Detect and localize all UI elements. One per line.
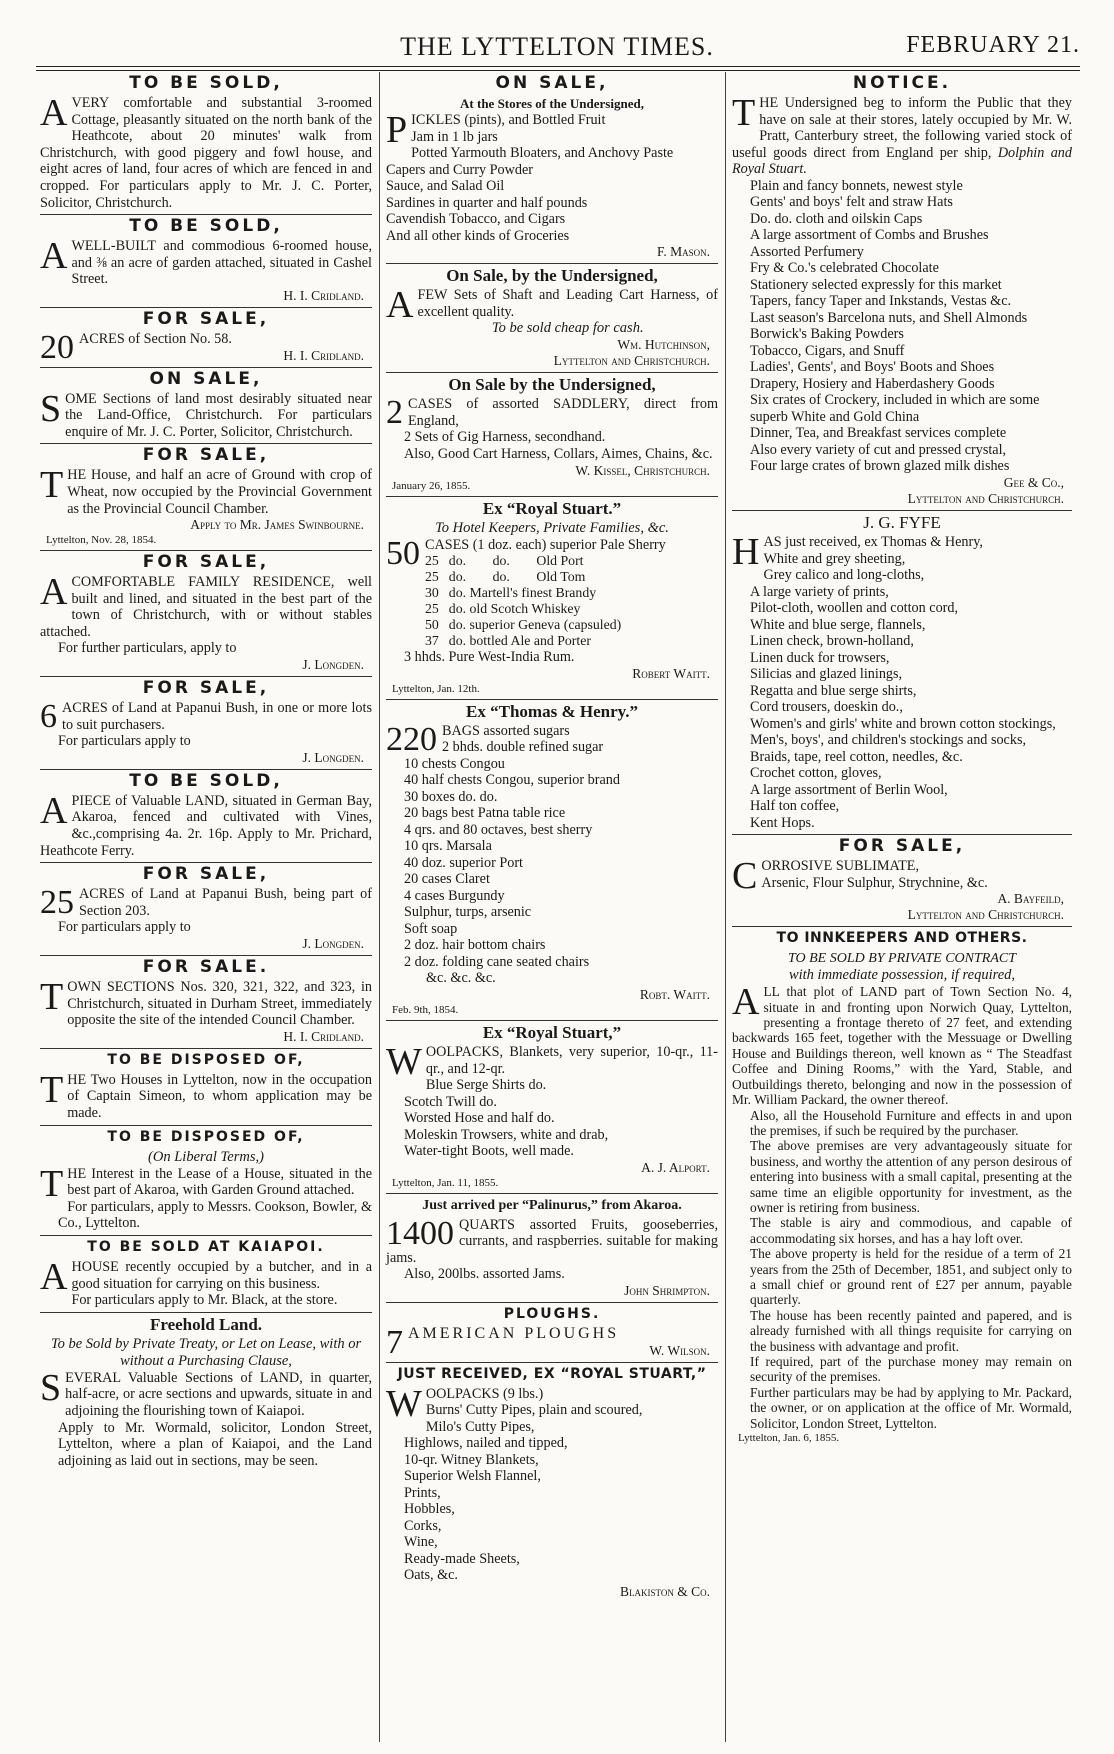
- newspaper-title: THE LYTTELTON TIMES.: [400, 32, 714, 61]
- ad-body: 220 BAGS assorted sugars: [386, 720, 570, 758]
- list-item: 20 cases Claret: [404, 871, 490, 888]
- ad-heading: FOR SALE,: [142, 308, 270, 329]
- list-item: Milo's Cutty Pipes,: [425, 1418, 535, 1435]
- list-item: Stationery selected expressly for this market: [750, 276, 1002, 293]
- ad-body: 25 ACRES of Land at Papanui Bush, being part of Section 203.: [40, 884, 372, 922]
- list-item: Six crates of Crockery, included in which are some superb White and Gold China: [750, 392, 1040, 425]
- ad-heading: Just arrived per “Palinurus,” from Akaroa.: [422, 1197, 682, 1213]
- table-row: 30 do. Martell's finest Brandy: [425, 585, 597, 601]
- ad-paragraph: Further particulars may be had by applying to Mr. Packard, the owner, or on application at the office of Mr. Wormald, Solicitor, London Street, Lyttelton.: [750, 1384, 1072, 1431]
- list-item: 2 bhds. double refined sugar: [442, 739, 604, 756]
- list-item: Grey calico and long-cloths,: [763, 567, 925, 584]
- list-item: &c. &c. &c.: [426, 970, 496, 987]
- issue-date: FEBRUARY 21.: [906, 32, 1080, 58]
- list-item: A large assortment of Combs and Brushes: [750, 227, 989, 244]
- ad-house-cashel: [40, 215, 372, 308]
- ad-subheading: To Hotel Keepers, Private Families, &c.: [435, 519, 669, 536]
- ad-heading: TO BE SOLD,: [129, 770, 283, 791]
- ad-heading: On Sale, by the Undersigned,: [446, 266, 658, 286]
- list-item: 30 boxes do. do.: [404, 788, 498, 805]
- ad-subheading: TO BE SOLD BY PRIVATE CONTRACT: [787, 951, 1017, 967]
- ad-apply: Apply to Mr. Wormald, solicitor, London Street, Lyttelton, where a plan of Kaiapoi, and the Land adjoining as laid out in sections, may be seen.: [58, 1419, 372, 1469]
- ad-body: WOOLPACKS, Blankets, very superior, 10-qr., 11-qr., and 12-qr.: [386, 1040, 718, 1083]
- item-list: [732, 178, 1072, 475]
- ad-paragraph: The above property is held for the residue of a term of 21 years from the 25th of December, 1851, and subject only to a small chief or ground rent of £27 per annum, payable quarterly.: [750, 1246, 1072, 1308]
- ad-body: AHOUSE recently occupied by a butcher, and in a good situation for carrying on this business.: [40, 1255, 372, 1298]
- ad-paragraph: The stable is airy and commodious, and capable of accommodating six horses, and has a hay loft over.: [750, 1215, 1072, 1246]
- list-item: Hobbles,: [404, 1501, 455, 1518]
- ad-heading: TO BE DISPOSED OF,: [107, 1128, 305, 1145]
- ad-papanui-25: [40, 863, 372, 956]
- list-item: Fry & Co.'s celebrated Chocolate: [750, 260, 939, 277]
- ad-body: 50 CASES (1 doz. each) superior Pale Sherry: [386, 534, 666, 572]
- list-item: White and grey sheeting,: [763, 550, 906, 567]
- ad-body: SOME Sections of land most desirably situated near the Land-Office, Christchurch. For particulars enquire of Mr. J. C. Porter, Solicitor, Christchurch.: [40, 387, 372, 440]
- list-item: A large assortment of Berlin Wool,: [750, 781, 948, 798]
- list-item: 10 chests Congou: [404, 755, 505, 772]
- ad-body: 7 AMERICAN PLOUGHS: [386, 1324, 620, 1361]
- list-item: Also every variety of cut and pressed crystal,: [750, 441, 1007, 458]
- ad-body: CORROSIVE SUBLIMATE,: [732, 855, 920, 898]
- list-item: Men's, boys', and children's stockings and socks,: [750, 732, 1027, 749]
- ad-heading: TO BE SOLD,: [129, 216, 283, 237]
- list-item: Water-tight Boots, well made.: [404, 1143, 574, 1160]
- ad-cottage: [40, 72, 372, 215]
- ad-date: Lyttelton, Nov. 28, 1854.: [46, 534, 157, 547]
- ad-paragraph: The house has been recently painted and papered, and is already furnished with all things requisite for carrying on the business with advantage and profit.: [750, 1307, 1072, 1354]
- ad-wilson-ploughs: [386, 1303, 718, 1363]
- item-list: [732, 551, 1072, 832]
- ad-alport-woolpacks: [386, 1021, 718, 1194]
- ad-subheading: (On Liberal Terms,): [148, 1148, 264, 1165]
- ad-kissel-saddlery: [386, 373, 718, 496]
- table-row: 25 do. do. Old Port: [425, 553, 584, 569]
- ad-bayfeild-chemicals: [732, 835, 1072, 927]
- ad-apply: Apply to Mr. James Swinbourne.: [190, 517, 364, 533]
- ad-paragraph: If required, part of the purchase money may remain on security of the premises.: [750, 1354, 1072, 1385]
- masthead: [28, 30, 1086, 66]
- list-item: Worsted Hose and half do.: [404, 1110, 555, 1127]
- ad-heading: FOR SALE,: [838, 836, 966, 857]
- ad-fyfe-drapery: [732, 511, 1072, 835]
- list-item: Oats, &c.: [404, 1567, 458, 1584]
- list-item: Kent Hops.: [750, 814, 815, 831]
- list-item: Assorted Perfumery: [750, 243, 864, 260]
- ad-body-line: Arsenic, Flour Sulphur, Strychnine, &c.: [761, 874, 988, 891]
- ad-heading: TO BE SOLD,: [129, 73, 283, 93]
- list-item: Moleskin Trowsers, white and drab,: [404, 1126, 609, 1143]
- table-row: 25 do. do. Old Tom: [425, 569, 586, 585]
- masthead-rule-2: [36, 70, 1080, 71]
- ad-signature-place: Lyttelton and Christchurch.: [907, 490, 1064, 506]
- ad-town-sections: [40, 956, 372, 1049]
- ad-body: SEVERAL Valuable Sections of LAND, in quarter, half-acre, or acre sections and upwards, situate in and adjoining the flourishing town of Kaiapoi.: [40, 1366, 372, 1419]
- ad-family-residence: [40, 551, 372, 677]
- ad-kaiapoi-house: [40, 1236, 372, 1313]
- ad-body: PICKLES (pints), and Bottled Fruit: [386, 109, 606, 151]
- ad-date: January 26, 1855.: [392, 479, 471, 492]
- ad-apply: For particulars apply to: [58, 919, 191, 936]
- list-item: 20 bags best Patna table rice: [404, 805, 566, 822]
- ad-packard-property: [732, 927, 1072, 1448]
- ad-body: AVERY comfortable and substantial 3-roomed Cottage, pleasantly situated on the north bank of the Heathcote, about 20 minutes' walk from Christchurch, with good piggery and fowl house, and eight acres of land, four acres of which are fenced in and cropped. For particulars apply to Mr. J. C. Porter, Solicitor, Christchurch.: [40, 92, 372, 211]
- list-item: 2 doz. folding cane seated chairs: [404, 953, 590, 970]
- list-item: Scotch Twill do.: [404, 1093, 497, 1110]
- ad-paragraph: The above premises are very advantageously situate for business, and worthy the attention of any person desirous of entering into business with a small capital, presenting at the same time an eligible opportunity for investment, as the owner is retiring from business.: [750, 1138, 1072, 1215]
- list-item: Soft soap: [404, 920, 458, 937]
- ad-body: THE House, and half an acre of Ground with crop of Wheat, now occupied by the Provincial Government as the Provincial Council Chamber.: [40, 464, 372, 517]
- masthead-rule: [36, 66, 1080, 67]
- ad-signature: J. Longden.: [302, 657, 364, 673]
- list-item: Ready-made Sheets,: [404, 1550, 520, 1567]
- list-item: Corks,: [404, 1517, 442, 1534]
- ad-body: AWELL-BUILT and commodious 6-roomed house, and ⅜ an acre of garden attached, situated in Cashel Street.: [40, 235, 372, 288]
- list-item: Plain and fancy bonnets, newest style: [750, 177, 963, 194]
- ad-heading: TO BE SOLD AT KAIAPOI.: [87, 1238, 325, 1255]
- item-list: [386, 1077, 718, 1160]
- list-item: 4 qrs. and 80 octaves, best sherry: [404, 821, 593, 838]
- list-item: Linen check, brown-holland,: [750, 633, 914, 650]
- column-divider: [379, 72, 380, 1742]
- ad-apply: For particulars apply to Mr. Black, at the store.: [71, 1292, 338, 1309]
- ad-signature: John Shrimpton.: [624, 1283, 710, 1298]
- list-item: A large variety of prints,: [750, 583, 889, 600]
- ad-paragraph: Also, all the Household Furniture and effects in and upon the premises, if such be required by the purchaser.: [750, 1107, 1072, 1138]
- ad-subheading-2: with immediate possession, if required,: [788, 967, 1016, 984]
- ad-body: 2 CASES of assorted SADDLERY, direct from England,: [386, 394, 718, 432]
- ad-heading: FOR SALE,: [142, 445, 270, 466]
- ad-two-houses: [40, 1049, 372, 1126]
- list-item: Sauce, and Salad Oil: [386, 178, 505, 195]
- list-item: Sardines in quarter and half pounds: [386, 194, 588, 211]
- ad-body: APIECE of Valuable LAND, situated in German Bay, Akaroa, fenced and cultivated with Vines, &c.,comprising 4a. 2r. 16p. Apply to Mr. Prichard, Heathcote Ferry.: [40, 789, 372, 859]
- ad-signature: Gee & Co.,: [1003, 474, 1064, 490]
- item-list: [386, 739, 718, 987]
- ad-body: ACOMFORTABLE FAMILY RESIDENCE, well built and lined, and situated in the best part of the town of Christchurch, with or without stables attached.: [40, 571, 372, 640]
- list-item: Tapers, fancy Taper and Inkstands, Vestas &c.: [750, 293, 1012, 310]
- list-item: Capers and Curry Powder: [386, 161, 533, 178]
- list-item: Sulphur, turps, arsenic: [404, 904, 532, 921]
- list-item: Gents' and boys' felt and straw Hats: [750, 194, 953, 211]
- ad-council-chamber: [40, 444, 372, 551]
- ad-signature-place: Lyttelton and Christchurch.: [907, 907, 1064, 923]
- list-item: Crochet cotton, gloves,: [750, 765, 882, 782]
- list-item: Silicias and glazed linings,: [750, 666, 903, 683]
- list-item: Wine,: [404, 1534, 438, 1551]
- ad-heading: FOR SALE,: [142, 678, 270, 699]
- ad-blakiston-woolpacks: [386, 1363, 718, 1603]
- ad-waitt-sugars: [386, 700, 718, 1021]
- ad-heading: FOR SALE,: [142, 864, 270, 885]
- column-1: [40, 72, 372, 1472]
- ad-mason-groceries: [386, 72, 718, 264]
- table-row: 25 do. old Scotch Whiskey: [425, 601, 581, 617]
- list-item: Also, Good Cart Harness, Collars, Aimes, Chains, &c.: [404, 446, 713, 463]
- ad-date: Lyttelton, Jan. 11, 1855.: [392, 1176, 499, 1189]
- ad-signature: Blakiston & Co.: [620, 1583, 710, 1599]
- ad-heading: PLOUGHS.: [503, 1306, 601, 1322]
- list-item: 2 doz. hair bottom chairs: [404, 937, 546, 954]
- list-item: White and blue serge, flannels,: [750, 616, 926, 633]
- ad-papanui-6: [40, 677, 372, 770]
- ad-signature: F. Mason.: [656, 244, 710, 260]
- ad-german-bay: [40, 770, 372, 863]
- ad-signature: W. Kissel, Christchurch.: [575, 462, 710, 478]
- list-item: Borwick's Baking Powders: [750, 326, 904, 343]
- list-item: Potted Yarmouth Bloaters, and Anchovy Paste: [411, 145, 674, 162]
- ad-body: TOWN SECTIONS Nos. 320, 321, 322, and 323, in Christchurch, situated in Durham Street, immediately opposite the site of the intended Council Chamber.: [40, 976, 372, 1029]
- ad-signature: H. I. Cridland.: [283, 287, 364, 303]
- ad-body: THE Two Houses in Lyttelton, now in the occupation of Captain Simeon, to whom application may be made.: [40, 1068, 372, 1121]
- ad-apply: For further particulars, apply to: [58, 640, 237, 657]
- list-item: Cavendish Tobacco, and Cigars: [386, 211, 566, 228]
- list-item: Dinner, Tea, and Breakfast services complete: [750, 425, 1007, 442]
- ad-akaroa-lease: [40, 1126, 372, 1236]
- list-item: Half ton coffee,: [750, 798, 840, 815]
- ad-signature: A. J. Alport.: [641, 1159, 710, 1175]
- ad-signature: J. Longden.: [302, 749, 364, 765]
- column-2: [386, 72, 718, 1603]
- quantity-table: [425, 553, 631, 649]
- ad-heading: ON SALE,: [495, 73, 609, 93]
- list-item: 4 cases Burgundy: [404, 887, 505, 904]
- ad-heading: NOTICE.: [852, 73, 952, 93]
- ad-section-58: [40, 308, 372, 368]
- ad-freehold-land: [40, 1313, 372, 1473]
- ad-body: HAS just received, ex Thomas & Henry,: [732, 530, 983, 573]
- ad-heading: J. G. FYFE: [863, 512, 941, 532]
- list-item: Burns' Cutty Pipes, plain and scoured,: [425, 1402, 643, 1419]
- ad-gee-notice: [732, 72, 1072, 511]
- list-item: 40 half chests Congou, superior brand: [404, 772, 620, 789]
- ad-heading: FOR SALE.: [142, 957, 270, 977]
- ad-apply: For particulars apply to: [58, 733, 191, 750]
- ad-waitt-spirits: [386, 497, 718, 700]
- ad-body: 1400 QUARTS assorted Fruits, gooseberries, currants, and raspberries. suitable for making jams.: [386, 1214, 718, 1266]
- ad-date: Lyttelton, Jan. 12th.: [392, 682, 480, 695]
- list-item: Blue Serge Shirts do.: [425, 1077, 547, 1094]
- list-item: Linen duck for trowsers,: [750, 649, 890, 666]
- list-item: 3 hhds. Pure West-India Rum.: [404, 649, 575, 666]
- ad-heading: TO INNKEEPERS AND OTHERS.: [776, 930, 1028, 947]
- ad-date: Lyttelton, Jan. 6, 1855.: [738, 1432, 840, 1445]
- ad-heading: FOR SALE,: [142, 552, 270, 573]
- ad-heading: Ex “Royal Stuart,”: [482, 1022, 622, 1042]
- ad-heading: TO BE DISPOSED OF,: [107, 1051, 305, 1068]
- list-item: 40 doz. superior Port: [404, 854, 524, 871]
- list-item: 2 Sets of Gig Harness, secondhand.: [404, 429, 606, 446]
- ad-signature: Robt. Waitt.: [639, 986, 710, 1002]
- list-item: Superior Welsh Flannel,: [404, 1468, 541, 1485]
- ad-signature: Robert Waitt.: [632, 665, 710, 681]
- list-item: 10 qrs. Marsala: [404, 838, 492, 855]
- ad-shrimpton-fruits: [386, 1194, 718, 1303]
- ad-heading: Freehold Land.: [149, 1314, 263, 1334]
- ad-apply: For particulars, apply to Messrs. Cookson, Bowler, & Co., Lyttelton.: [58, 1198, 372, 1232]
- ad-body: THE Interest in the Lease of a House, situated in the best part of Akaroa, with Garden Ground attached.: [40, 1162, 372, 1205]
- list-item: Four large crates of brown glazed milk dishes: [750, 458, 1010, 475]
- ad-heading: Ex “Royal Stuart.”: [482, 498, 622, 518]
- ad-signature: H. I. Cridland.: [283, 1028, 364, 1044]
- column-3: [732, 72, 1072, 1448]
- ad-note: To be sold cheap for cash.: [491, 320, 644, 337]
- list-item: Braids, tape, reel cotton, needles, &c.: [750, 748, 963, 765]
- ad-heading: Ex “Thomas & Henry.”: [466, 701, 638, 721]
- ad-signature: W. Wilson.: [649, 1342, 710, 1358]
- ad-signature: H. I. Cridland.: [283, 347, 364, 363]
- ad-body: ALL that plot of LAND part of Town Section No. 4, situate in and fronting upon Norwich Quay, Lyttelton, presenting a frontage thereto of 27 feet, and extending backwards 165 feet, together with the Messuage or Dwelling House and Buildings thereon, well known as “ The Steadfast Coffee and Dining Rooms,” with the Yard, Stable, and Outbuildings thereto, belonging and now in the possession of Mr. William Packard, the owner thereof.: [732, 981, 1072, 1108]
- ad-subheading: At the Stores of the Undersigned,: [460, 96, 644, 111]
- ad-body: THE Undersigned beg to inform the Public that they have on sale at their stores, lately occupied by Mr. W. Pratt, Canterbury street, the following varied stock of useful goods direct from England per ship, Dolphin and Royal Stuart.: [732, 92, 1072, 178]
- table-row: 50 do. superior Geneva (capsuled): [425, 617, 622, 633]
- ad-land-sections: [40, 368, 372, 445]
- list-item: Prints,: [404, 1484, 441, 1501]
- ad-note: Also, 200lbs. assorted Jams.: [404, 1266, 565, 1283]
- ad-signature: J. Longden.: [302, 936, 364, 951]
- list-item: Jam in 1 lb jars: [411, 128, 498, 145]
- list-item: Do. do. cloth and oilskin Caps: [750, 210, 923, 227]
- list-item: Highlows, nailed and tipped,: [404, 1435, 568, 1452]
- ad-body: AFEW Sets of Shaft and Leading Cart Harness, of excellent quality.: [386, 284, 718, 327]
- ad-subheading: To be Sold by Private Treaty, or Let on Lease, with or without a Purchasing Clause,: [50, 1335, 362, 1369]
- list-item: Drapery, Hosiery and Haberdashery Goods: [750, 375, 995, 392]
- list-item: 10-qr. Witney Blankets,: [404, 1451, 539, 1468]
- ad-signature-place: Lyttelton and Christchurch.: [553, 353, 710, 369]
- item-list: [386, 1402, 718, 1584]
- list-item: Tobacco, Cigars, and Snuff: [750, 342, 905, 359]
- ad-date: Feb. 9th, 1854.: [392, 1003, 459, 1016]
- ad-body: 20 ACRES of Section No. 58.: [40, 328, 232, 366]
- table-row: 37 do. bottled Ale and Porter: [425, 633, 591, 649]
- ad-signature: Wm. Hutchinson,: [617, 337, 710, 353]
- ad-heading: JUST RECEIVED, EX “ROYAL STUART,”: [397, 1365, 707, 1382]
- ad-body: 6 ACRES of Land at Papanui Bush, in one or more lots to suit purchasers.: [40, 698, 372, 736]
- ad-heading: ON SALE,: [149, 368, 263, 389]
- ad-heading: On Sale by the Undersigned,: [448, 375, 656, 395]
- item-list: [386, 129, 718, 245]
- list-item: And all other kinds of Groceries: [386, 227, 570, 244]
- column-divider: [725, 72, 726, 1742]
- ad-signature: A. Bayfeild,: [997, 891, 1064, 907]
- list-item: Last season's Barcelona nuts, and Shell Almonds: [750, 309, 1028, 326]
- list-item: Ladies', Gents', and Boys' Boots and Shoes: [750, 359, 995, 376]
- list-item: Pilot-cloth, woollen and cotton cord,: [750, 600, 959, 617]
- list-item: Regatta and blue serge shirts,: [750, 682, 917, 699]
- list-item: Cord trousers, doeskin do.,: [750, 699, 903, 716]
- list-item: Women's and girls' white and brown cotton stockings,: [750, 715, 1056, 732]
- ad-hutchinson-harness: [386, 264, 718, 373]
- ad-body: WOOLPACKS (9 lbs.): [386, 1382, 544, 1425]
